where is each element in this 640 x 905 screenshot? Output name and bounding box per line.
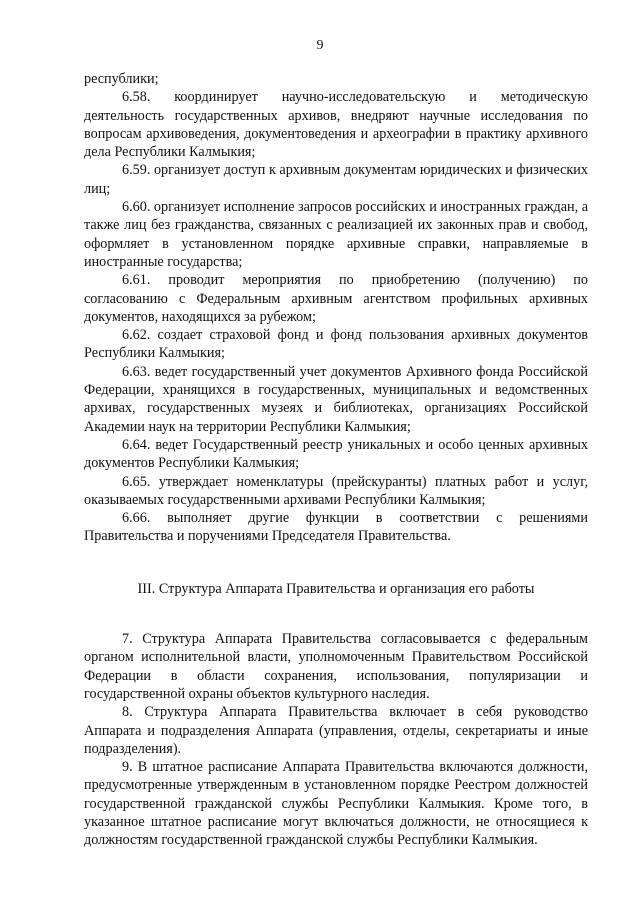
- paragraph: 6.63. ведет государственный учет документов Архивного фонда Российской Федерации, хранящихся в государственных, муниципальных и ведомственных архивах, государственных музеях и библиотеках, организациях Российской Академии наук на территории Республики Калмыкия;: [84, 363, 588, 435]
- paragraph: 6.62. создает страховой фонд и фонд пользования архивных документов Республики Калмыкия;: [84, 327, 588, 362]
- paragraph: 6.58. координирует научно-исследовательскую и методическую деятельность государственных архивов, внедряют научные исследования по вопросам архивоведения, документоведения и археографии в практику архивного дела Республики Калмыкия;: [84, 89, 588, 161]
- paragraph: 6.66. выполняет другие функции в соответствии с решениями Правительства и поручениями Председателя Правительства.: [84, 510, 588, 545]
- paragraph: 6.61. проводит мероприятия по приобретению (получению) по согласованию с Федеральным архивным агентством профильных архивных документов, находящихся за рубежом;: [84, 272, 588, 325]
- paragraph: 6.65. утверждает номенклатуры (прейскуранты) платных работ и услуг, оказываемых государственными архивами Республики Калмыкия;: [84, 473, 588, 508]
- section-heading: III. Структура Аппарата Правительства и организация его работы: [137, 580, 535, 597]
- paragraph: 9. В штатное расписание Аппарата Правительства включаются должности, предусмотренные утвержденным в установленном порядке Реестром должностей государственной гражданской службы Республики Калмыкия. Кроме того, в указанное штатное расписание могут включаться должности, не относящиеся к должностям государственной гражданской службы Республики Калмыкия.: [84, 759, 588, 849]
- paragraph: 6.59. организует доступ к архивным документам юридических и физических лиц;: [84, 162, 588, 197]
- paragraph: республики;: [84, 71, 159, 87]
- paragraph: 6.64. ведет Государственный реестр уникальных и особо ценных архивных документов Республики Калмыкия;: [84, 436, 588, 472]
- page-number: 9: [316, 38, 324, 53]
- paragraph: 7. Структура Аппарата Правительства согласовывается с федеральным органом исполнительной власти, уполномоченным Правительством Российской Федерации в области сохранения, использования, популяризации и государственной охраны объектов культурного наследия.: [84, 631, 588, 702]
- paragraph: 6.60. организует исполнение запросов российских и иностранных граждан, а также лиц без гражданства, связанных с реализацией их законных прав и свобод, оформляет в установленном порядке архивные справки, направляемые в иностранные государства;: [84, 199, 588, 270]
- paragraph: 8. Структура Аппарата Правительства включает в себя руководство Аппарата и подразделения Аппарата (управления, отделы, секретариаты и иные подразделения).: [84, 704, 588, 757]
- document-body: [84, 70, 588, 850]
